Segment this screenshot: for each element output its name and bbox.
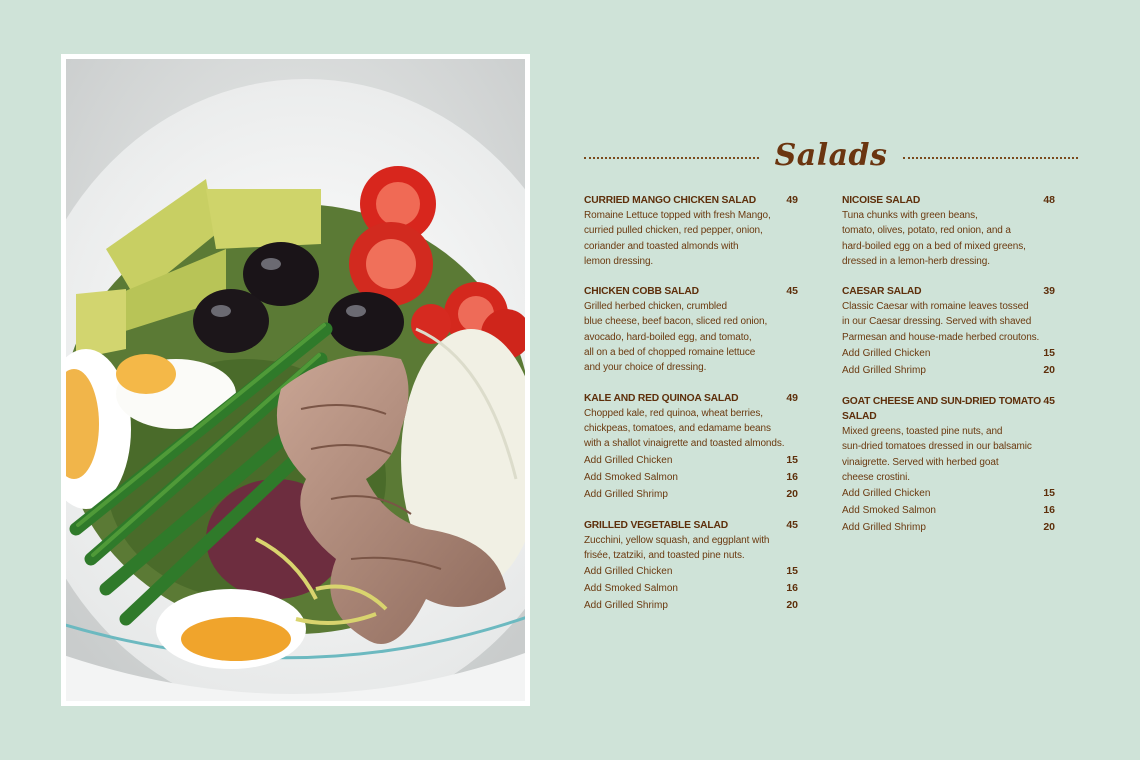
description-line: with a shallot vinaigrette and toasted almonds. <box>584 438 785 450</box>
menu-item-price: 48 <box>1043 194 1055 206</box>
menu-item <box>584 391 798 503</box>
addon-price: 15 <box>1043 347 1055 360</box>
description-line: chickpeas, tomatoes, and edamame beans <box>584 422 771 434</box>
menu-column-left <box>584 193 798 629</box>
menu-addon <box>842 519 1055 536</box>
menu-item-name: GOAT CHEESE AND SUN-DRIED TOMATO SALAD <box>842 396 1041 423</box>
menu-item-description <box>584 208 798 269</box>
menu-item-name: CAESAR SALAD <box>842 286 922 298</box>
addon-price: 15 <box>786 565 798 578</box>
description-line: dressed in a lemon-herb dressing. <box>842 255 990 267</box>
menu-item-price: 45 <box>786 518 798 531</box>
menu-addon <box>584 597 798 614</box>
addon-label: Add Smoked Salmon <box>842 505 936 517</box>
description-line: vinaigrette. Served with herbed goat <box>842 456 999 468</box>
menu-item-name: CURRIED MANGO CHICKEN SALAD <box>584 195 756 206</box>
description-line: tomato, olives, potato, red onion, and a <box>842 225 1011 237</box>
addon-label: Add Grilled Shrimp <box>842 365 926 377</box>
menu-item <box>842 193 1055 269</box>
menu-item-header <box>842 193 1055 208</box>
menu-item-price: 45 <box>786 285 798 298</box>
description-line: Tuna chunks with green beans, <box>842 210 978 221</box>
menu-item <box>584 284 798 375</box>
addon-label: Add Grilled Chicken <box>584 454 673 466</box>
menu-item-header <box>584 193 798 208</box>
menu-addon <box>584 563 798 580</box>
menu-item <box>842 284 1055 379</box>
menu-item-price: 39 <box>1043 285 1055 298</box>
menu-item-price: 45 <box>1043 395 1055 408</box>
addon-label: Add Grilled Chicken <box>842 348 931 360</box>
dotted-divider-left <box>584 157 759 159</box>
description-line: Chopped kale, red quinoa, wheat berries, <box>584 407 763 419</box>
description-line: Grilled herbed chicken, crumbled <box>584 301 727 313</box>
description-line: cheese crostini. <box>842 471 910 483</box>
description-line: sun-dried tomatoes dressed in our balsamic <box>842 441 1032 453</box>
description-line: Zucchini, yellow squash, and eggplant with <box>584 534 770 546</box>
addon-price: 16 <box>786 582 798 595</box>
section-title: Salads <box>774 137 888 173</box>
description-line: avocado, hard-boiled egg, and tomato, <box>584 331 752 343</box>
addon-label: Add Grilled Shrimp <box>842 522 926 534</box>
menu-item-header <box>584 391 798 406</box>
description-line: frisée, tzatziki, and toasted pine nuts. <box>584 549 745 561</box>
description-line: and your choice of dressing. <box>584 362 707 374</box>
salad-bowl-image <box>66 59 525 701</box>
menu-item <box>584 193 798 269</box>
menu-addon <box>842 485 1055 502</box>
menu-item-price: 49 <box>786 194 798 206</box>
section-heading <box>584 134 1078 176</box>
addon-price: 16 <box>786 470 798 483</box>
addon-label: Add Smoked Salmon <box>584 583 678 595</box>
addon-label: Add Smoked Salmon <box>584 471 678 483</box>
description-line: all on a bed of chopped romaine lettuce <box>584 347 756 359</box>
description-line: in our Caesar dressing. Served with shaved <box>842 316 1032 328</box>
menu-addon <box>842 502 1055 519</box>
menu-item-header <box>584 518 798 533</box>
menu-item <box>842 394 1055 536</box>
addon-price: 20 <box>786 599 798 612</box>
menu-addon <box>842 362 1055 379</box>
menu-addon <box>842 345 1055 362</box>
menu-item-header <box>842 394 1055 424</box>
addon-label: Add Grilled Shrimp <box>584 600 668 612</box>
addon-label: Add Grilled Shrimp <box>584 488 668 500</box>
menu-item <box>584 518 798 615</box>
description-line: hard-boiled egg on a bed of mixed greens, <box>842 240 1026 252</box>
menu-item-header <box>842 284 1055 299</box>
addon-price: 20 <box>1043 521 1055 534</box>
menu-item-description <box>584 533 798 564</box>
addon-label: Add Grilled Chicken <box>842 488 931 500</box>
description-line: coriander and toasted almonds with <box>584 240 739 252</box>
menu-addon <box>584 469 798 486</box>
menu-item-name: NICOISE SALAD <box>842 195 921 206</box>
menu-addon <box>584 580 798 597</box>
addon-price: 15 <box>786 453 798 466</box>
salad-photo <box>61 54 530 706</box>
description-line: curried pulled chicken, red pepper, onion, <box>584 225 763 237</box>
menu-item-description <box>584 406 798 452</box>
description-line: Parmesan and house-made herbed croutons. <box>842 331 1040 343</box>
description-line: Classic Caesar with romaine leaves tossed <box>842 301 1029 313</box>
menu-item-description <box>842 299 1055 345</box>
addon-price: 16 <box>1043 504 1055 517</box>
menu-item-header <box>584 284 798 299</box>
description-line: Romaine Lettuce topped with fresh Mango, <box>584 210 771 221</box>
addon-label: Add Grilled Chicken <box>584 566 673 578</box>
menu-addon <box>584 486 798 503</box>
addon-price: 15 <box>1043 487 1055 500</box>
addon-price: 20 <box>1043 364 1055 377</box>
menu-addon <box>584 452 798 469</box>
menu-item-name: CHICKEN COBB SALAD <box>584 286 699 298</box>
menu-item-description <box>584 299 798 375</box>
menu-item-price: 49 <box>786 391 798 404</box>
menu-item-name: GRILLED VEGETABLE SALAD <box>584 519 728 531</box>
menu-item-name: KALE AND RED QUINOA SALAD <box>584 392 739 404</box>
dotted-divider-right <box>903 157 1078 159</box>
addon-price: 20 <box>786 487 798 500</box>
description-line: lemon dressing. <box>584 255 654 267</box>
menu-column-right <box>842 193 1055 551</box>
description-line: Mixed greens, toasted pine nuts, and <box>842 426 1003 438</box>
description-line: blue cheese, beef bacon, sliced red onion, <box>584 316 768 328</box>
menu-item-description <box>842 208 1055 269</box>
menu-item-description <box>842 424 1055 485</box>
